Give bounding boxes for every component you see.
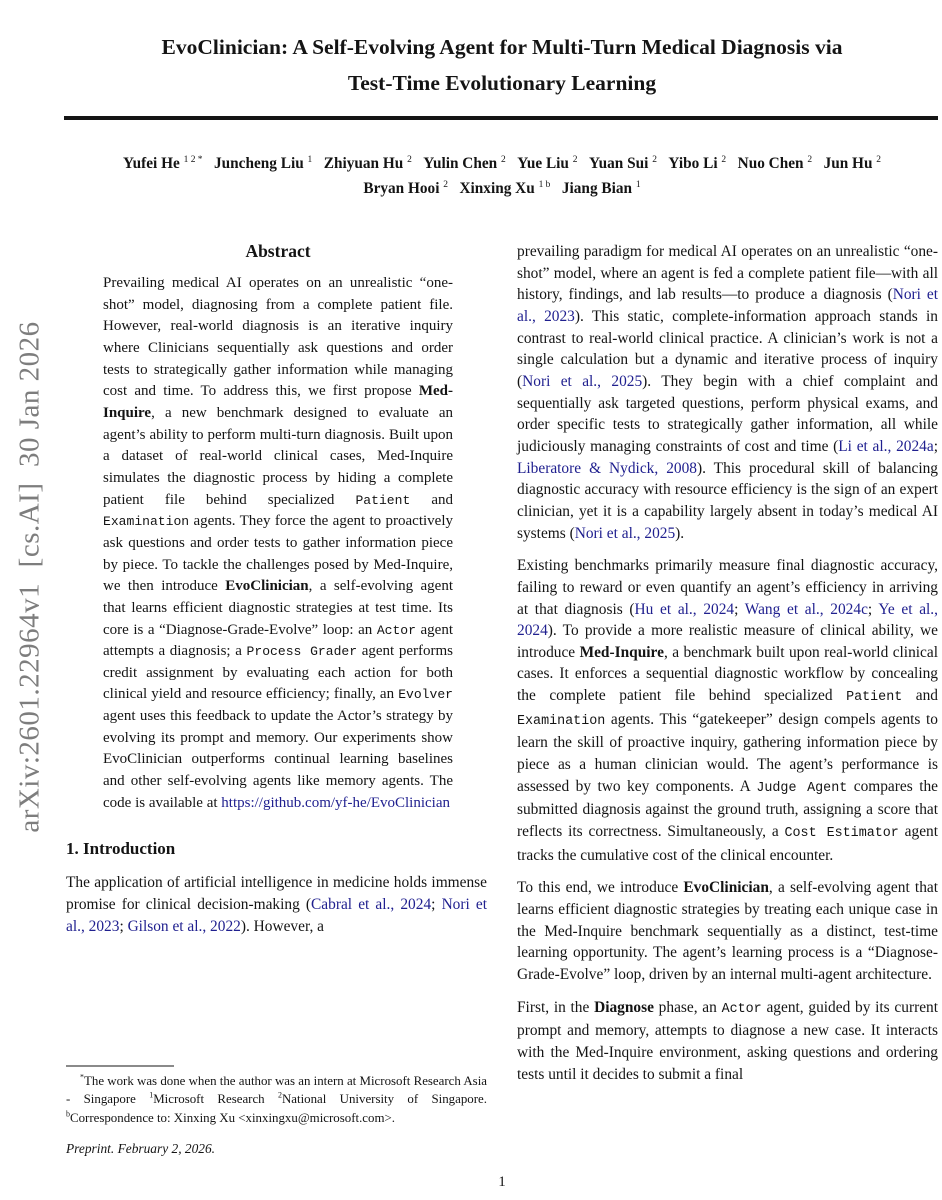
text-run: Actor bbox=[721, 1001, 762, 1017]
text-run: , a new benchmark designed to evaluate an agent’s ability to perform multi-turn diagnosis. Built upon a dataset of real-world clinical cases, Med-Inquire simulates the diagnostic process by hiding a complete patient file behind specialized bbox=[103, 404, 453, 508]
citation-link[interactable]: Nori et al., 2025 bbox=[522, 372, 643, 390]
paper-title bbox=[66, 29, 938, 101]
text-run: The application of artificial intelligence in medicine holds immense promise for clinical decision-making ( bbox=[66, 874, 487, 914]
section-heading-introduction: 1. Introduction bbox=[66, 839, 176, 859]
title-rule bbox=[64, 116, 938, 120]
author-line-1 bbox=[66, 151, 938, 176]
text-run bbox=[412, 155, 423, 172]
text-run: agents. They force the agent to proactively ask questions and order tests to gather information piece by piece. To tackle the challenges posed by Med-Inquire, we then introduce bbox=[103, 513, 453, 595]
text-run: , a self-evolving agent that learns efficient diagnostic strategies by treating each unique case in the Med-Inquire benchmark sequentially as a distinct, test-time learning opportunity. The agent’s learning process is a “Diagnose-Grade-Evolve” loop, driven by an internal multi-agent architecture. bbox=[517, 879, 939, 983]
abstract-heading: Abstract bbox=[245, 241, 311, 261]
text-run: Jun Hu bbox=[823, 155, 877, 172]
text-run: ). However, a bbox=[240, 917, 324, 935]
text-run: The work was done when the author was an intern at Microsoft Research Asia - Singapore bbox=[66, 1073, 487, 1107]
text-run: agent, guided by its current prompt and memory, attempts to diagnose a new case. It interacts with the Med-Inquire environment, asking questions and ordering tests until it decides to submit a final bbox=[517, 998, 938, 1083]
author-line-2 bbox=[66, 176, 938, 201]
text-run bbox=[550, 180, 561, 197]
text-run: Yufei He bbox=[122, 155, 184, 172]
paper-title-line2: Test-Time Evolutionary Learning bbox=[347, 71, 657, 95]
text-run: 2 bbox=[572, 154, 578, 165]
text-run: 1 bbox=[149, 1090, 154, 1100]
column-gutter bbox=[487, 241, 517, 1161]
citation-link[interactable]: Ye et al., 2024 bbox=[517, 600, 939, 640]
text-run: ). bbox=[675, 524, 685, 542]
citation-link[interactable]: Cabral et al., 2024 bbox=[311, 896, 432, 914]
page-number: 1 bbox=[498, 1174, 506, 1190]
text-run: To this end, we introduce bbox=[517, 879, 684, 897]
text-run: Yuan Sui bbox=[588, 155, 653, 172]
text-run: Examination bbox=[517, 713, 606, 729]
text-run: , a self-evolving agent that learns efficient diagnostic strategies at test time. Its core is a “Diagnose-Grade-Evolve” loop: an bbox=[103, 578, 453, 638]
text-run: agent attempts a diagnosis; a bbox=[103, 621, 453, 660]
citation-link[interactable]: Nori et al., 2023 bbox=[66, 896, 488, 935]
footnote-text bbox=[66, 1072, 487, 1127]
text-run: Nuo Chen bbox=[737, 155, 808, 172]
text-run: National University of Singapore. bbox=[281, 1092, 487, 1107]
text-run bbox=[506, 155, 517, 172]
text-run: agent performs credit assignment by evaluating each action for both clinical yield and resource efficiency; finally, an bbox=[103, 643, 453, 703]
text-run: Actor bbox=[376, 622, 416, 638]
text-run: ; bbox=[734, 600, 745, 618]
citation-link[interactable]: Li et al., 2024a bbox=[838, 437, 934, 455]
text-run: Cost Estimator bbox=[784, 826, 899, 842]
text-run: First, in the bbox=[517, 998, 595, 1016]
text-run: Patient bbox=[355, 492, 411, 508]
text-run: Correspondence to: Xinxing Xu <xinxingxu@microsoft.com>. bbox=[70, 1110, 395, 1125]
text-run bbox=[577, 155, 588, 172]
text-run: Xinxing Xu bbox=[459, 180, 539, 197]
text-run bbox=[312, 155, 323, 172]
text-run: 2 bbox=[652, 154, 657, 165]
left-column bbox=[66, 241, 487, 1161]
text-run: Diagnose bbox=[594, 998, 654, 1016]
text-run: ). This procedural skill of balancing diagnostic accuracy with resource efficiency is the sign of an expert clinician, yet it is a capability largely absent in today’s medical AI systems ( bbox=[517, 459, 938, 542]
text-run: 1 b bbox=[538, 179, 551, 190]
text-run: 2 bbox=[277, 1090, 282, 1100]
citation-link[interactable]: Wang et al., 2024c bbox=[744, 600, 868, 618]
author-block bbox=[66, 151, 938, 201]
text-run bbox=[726, 155, 737, 172]
text-run: ). To provide a more realistic measure of clinical ability, we introduce bbox=[517, 622, 938, 661]
right-column bbox=[517, 241, 938, 1161]
text-run: 2 bbox=[407, 154, 412, 165]
text-run: Jiang Bian bbox=[561, 180, 636, 197]
paragraph bbox=[517, 997, 938, 1086]
text-run: 1 bbox=[635, 179, 641, 190]
citation-link[interactable]: https://github.com/yf-he/EvoClinician bbox=[221, 794, 451, 811]
text-run: 2 bbox=[721, 154, 727, 165]
arxiv-watermark: arXiv:2601.22964v1 [cs.AI] 30 Jan 2026 bbox=[13, 321, 46, 833]
text-run: 1 bbox=[307, 154, 313, 165]
abstract-body bbox=[103, 273, 453, 814]
paper-title-line1: EvoClinician: A Self-Evolving Agent for Multi-Turn Medical Diagnosis via bbox=[161, 35, 843, 59]
text-run: b bbox=[66, 1109, 70, 1119]
text-run: agents. This “gatekeeper” design compels agents to learn the skill of proactive inquiry, gathering information piece by piece as a human clinician would. The agent’s performance is assessed by two key components. A bbox=[517, 710, 938, 795]
text-run: Microsoft Research bbox=[153, 1092, 278, 1107]
citation-link[interactable]: Gilson et al., 2022 bbox=[127, 917, 241, 935]
footnote-block bbox=[66, 1065, 487, 1157]
text-run: ; bbox=[867, 600, 879, 618]
text-run: Med-Inquire bbox=[579, 643, 664, 661]
text-run bbox=[657, 155, 668, 172]
text-run bbox=[448, 180, 459, 197]
text-run: ; bbox=[431, 896, 442, 914]
text-run: ; bbox=[119, 917, 128, 935]
text-run: ; bbox=[933, 437, 938, 455]
preprint-note: Preprint. February 2, 2026. bbox=[66, 1141, 216, 1156]
citation-link[interactable]: Liberatore & Nydick, 2008 bbox=[517, 459, 697, 477]
text-run: Existing benchmarks primarily measure final diagnostic accuracy, failing to reward or even quantify an agent’s efficiency in arriving at that diagnosis ( bbox=[517, 557, 938, 618]
paragraph bbox=[517, 241, 938, 544]
text-run: and bbox=[902, 687, 939, 705]
text-run: Yibo Li bbox=[668, 155, 722, 172]
text-run: Evolver bbox=[398, 687, 453, 703]
text-run: 1 2 * bbox=[183, 154, 203, 165]
footnote-rule bbox=[66, 1065, 174, 1066]
text-run: 2 bbox=[876, 154, 882, 165]
text-run: Examination bbox=[103, 514, 190, 530]
text-run: , a benchmark built upon real-world clinical cases. It enforces a sequential diagnostic workflow by concealing the complete patient file behind specialized bbox=[517, 643, 938, 705]
paragraph bbox=[517, 555, 938, 866]
text-run: Yue Liu bbox=[517, 155, 573, 172]
text-run: ). This static, complete-information approach stands in contrast to real-world clinical practice. A clinician’s work is not a single calculation but a dynamic and iterative process of inquiry ( bbox=[517, 307, 938, 390]
text-run: EvoClinician bbox=[225, 578, 309, 595]
citation-link[interactable]: Nori et al., 2025 bbox=[574, 524, 676, 542]
text-run: agent uses this feedback to update the Actor’s strategy by evolving its prompt and memory. Our experiments show EvoClinician outperforms continual learning baselines and other self-evolving agents like memory agents. The code is available at bbox=[103, 708, 453, 811]
text-run: * bbox=[80, 1072, 84, 1082]
text-run: Yulin Chen bbox=[423, 155, 501, 172]
text-run: Prevailing medical AI operates on an unrealistic “one-shot” model, diagnosing from a complete patient file. However, real-world diagnosis is an iterative inquiry where Clinicians sequentially ask questions and order tests to strategically gather information while managing cost and time. To address this, we first propose bbox=[103, 275, 453, 400]
citation-link[interactable]: Nori et al., 2023 bbox=[517, 286, 939, 325]
intro-paragraph bbox=[66, 872, 487, 937]
title-block bbox=[66, 0, 938, 201]
text-run: 2 bbox=[443, 179, 449, 190]
text-run: prevailing paradigm for medical AI operates on an unrealistic “one-shot” model, where an agent is fed a complete patient file—with all history, findings, and lab results—to produce a diagnosis ( bbox=[517, 243, 938, 304]
citation-link[interactable]: Hu et al., 2024 bbox=[634, 600, 735, 618]
text-run: Med-Inquire bbox=[103, 383, 453, 421]
text-run: 2 bbox=[500, 154, 506, 165]
text-run: phase, an bbox=[653, 998, 722, 1016]
text-run: agent tracks the cumulative cost of the clinical encounter. bbox=[517, 823, 939, 864]
text-run: Judge Agent bbox=[756, 780, 848, 796]
text-run: ). They begin with a chief complaint and sequentially ask targeted questions, perform physical exams, and order specific tests to strategically gather information, all while judiciously managing constraints of cost and time ( bbox=[517, 372, 938, 455]
text-run: Patient bbox=[846, 690, 903, 706]
text-run: 2 bbox=[807, 154, 813, 165]
text-run: Juncheng Liu bbox=[214, 155, 308, 172]
text-run bbox=[203, 155, 214, 172]
text-run: Process Grader bbox=[246, 644, 358, 660]
text-run: EvoClinician bbox=[683, 879, 769, 897]
text-run: and bbox=[410, 491, 453, 508]
page-content bbox=[66, 0, 938, 1161]
text-run bbox=[812, 155, 823, 172]
two-column-body bbox=[66, 241, 938, 1161]
text-run: Zhiyuan Hu bbox=[323, 155, 408, 172]
text-run: compares the submitted diagnosis against the ground truth, assigning a score that reflects its correctness. Simultaneously, a bbox=[517, 777, 938, 841]
paragraph bbox=[517, 877, 938, 985]
text-run: Bryan Hooi bbox=[363, 180, 444, 197]
